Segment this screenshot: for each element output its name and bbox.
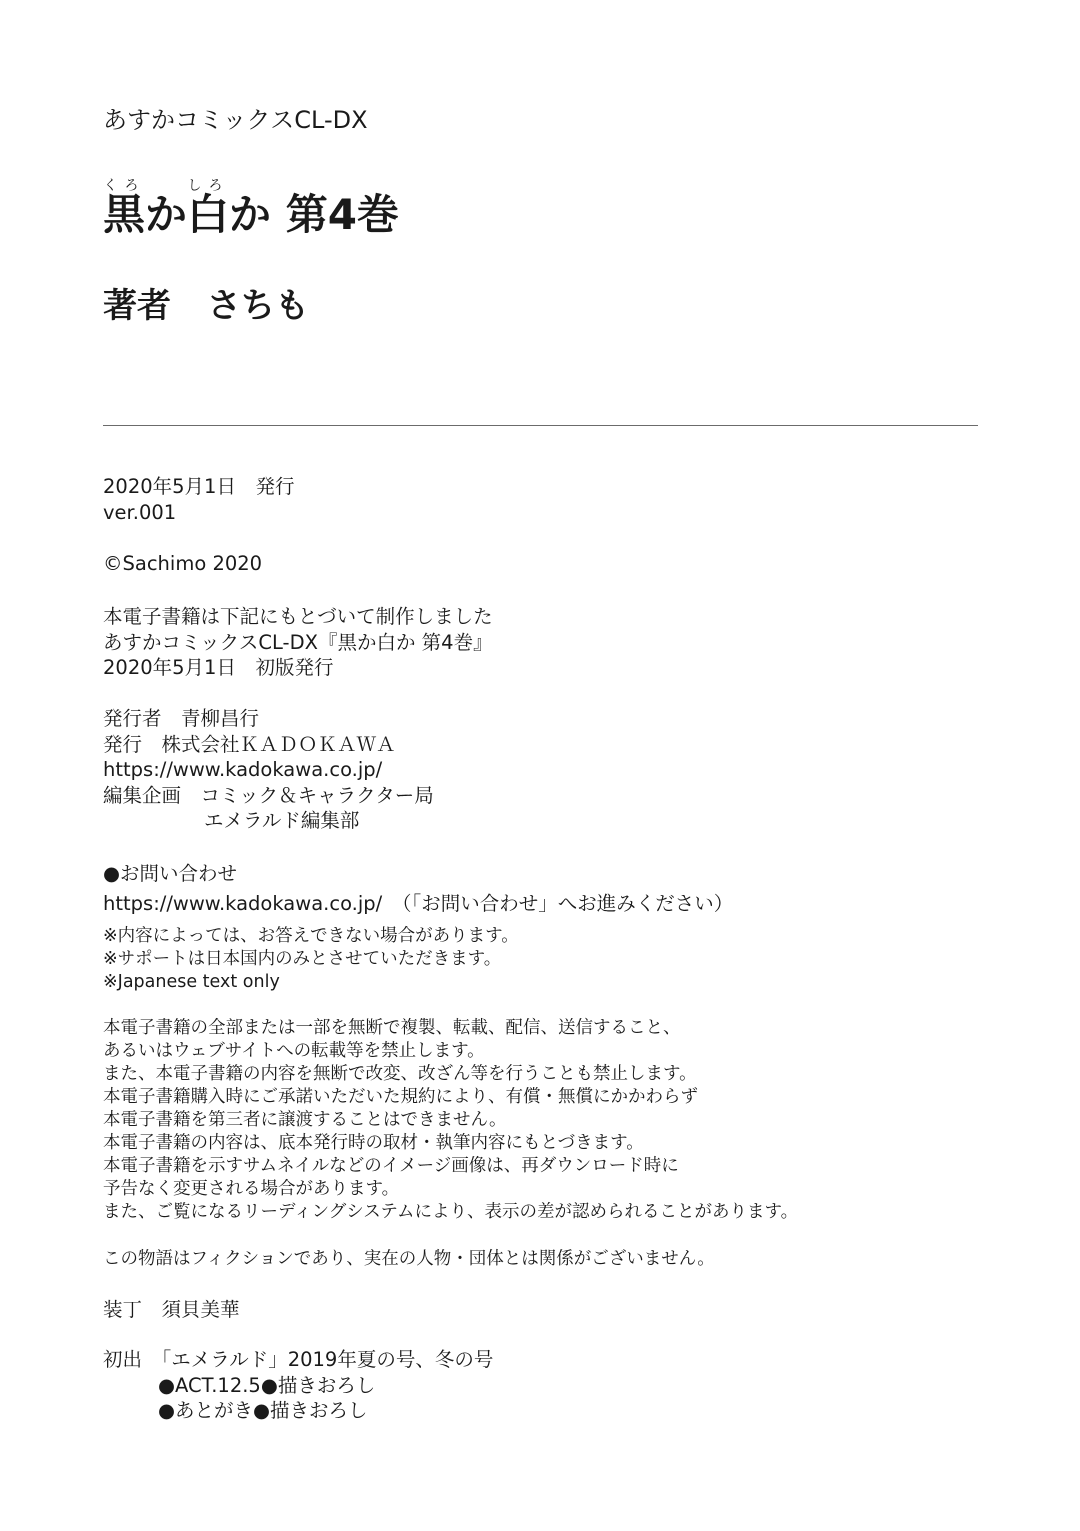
contact-note: ※サポートは日本国内のみとさせていただきます。 [103, 949, 502, 969]
legal-line: 予告なく変更される場合があります。 [103, 1179, 400, 1199]
legal-line: 本電子書籍の内容は、底本発行時の取材・執筆内容にもとづきます。 [103, 1133, 644, 1153]
copyright: ©Sachimo 2020 [103, 552, 263, 575]
legal-line: また、本電子書籍の内容を無断で改変、改ざん等を行うことも禁止します。 [103, 1064, 697, 1084]
title-kanji-shiro: 白しろ [187, 178, 230, 239]
publisher-name: 株式会社ＫＡＤＯＫＡＷＡ [161, 732, 396, 756]
issuer-name: 青柳昌行 [181, 707, 260, 730]
source-line-2: あすかコミックスCL-DX『黒か白か 第4巻』 [103, 630, 493, 654]
publisher-info [103, 706, 434, 834]
design-name: 須貝美華 [161, 1298, 240, 1321]
first-appearance [103, 1347, 493, 1424]
design-label: 装丁 [103, 1298, 143, 1321]
contact-note: ※内容によっては、お答えできない場合があります。 [103, 926, 519, 946]
publisher-row [103, 732, 434, 758]
issuer-label: 発行者 [103, 707, 162, 730]
design-credit [103, 1297, 240, 1323]
author-line [103, 278, 309, 327]
first-appearance-line-1: 「エメラルド」2019年夏の号、冬の号 [161, 1348, 494, 1371]
first-appearance-row [103, 1347, 493, 1373]
first-appearance-line-3: ●あとがき●描きおろし [158, 1399, 368, 1422]
contact-note: ※Japanese text only [103, 972, 280, 992]
title-ruby-kuro: くろ [103, 178, 146, 194]
editor-sub: エメラルド編集部 [204, 809, 360, 832]
editor-row [103, 783, 434, 809]
contact-info [103, 861, 733, 916]
author-name: さちも [207, 286, 309, 326]
contact-heading: ●お問い合わせ [103, 862, 238, 885]
contact-notes [103, 925, 519, 994]
publisher-url: https://www.kadokawa.co.jp/ [103, 758, 383, 781]
legal-line: 本電子書籍を第三者に譲渡することはできません。 [103, 1110, 507, 1130]
legal-line: 本電子書籍購入時にご承諾いただいた規約により、有償・無償にかかわらず [103, 1087, 698, 1107]
section-divider [103, 425, 978, 426]
version: ver.001 [103, 500, 177, 524]
publication-info [103, 474, 294, 525]
publication-date: 2020年5月1日 発行 [103, 475, 295, 498]
issuer-row [103, 706, 434, 732]
editor-label: 編集企画 [103, 783, 182, 807]
contact-url: https://www.kadokawa.co.jp/ （「お問い合わせ」へお進みください） [103, 891, 734, 915]
title-volume: 第4巻 [285, 190, 399, 239]
fiction-note: この物語はフィクションであり、実在の人物・団体とは関係がございません。 [103, 1249, 715, 1269]
publisher-label: 発行 [103, 732, 143, 756]
first-appearance-label: 初出 [103, 1348, 143, 1371]
source-line-3: 2020年5月1日 初版発行 [103, 656, 334, 679]
first-appearance-line-2: ●ACT.12.5●描きおろし [158, 1373, 376, 1397]
series-name: あすかコミックスCL-DX [103, 106, 368, 134]
title-kana-2: か [229, 190, 272, 239]
legal-line: また、ご覧になるリーディングシステムにより、表示の差が認められることがあります。 [103, 1202, 799, 1222]
source-info [103, 604, 493, 681]
legal-line: あるいはウェブサイトへの転載等を禁止します。 [103, 1041, 485, 1061]
author-label: 著者 [103, 286, 171, 326]
title-kanji-kuro: 黒くろ [103, 178, 146, 239]
editor-dept: コミック＆キャラクター局 [200, 783, 434, 807]
legal-line: 本電子書籍を示すサムネイルなどのイメージ画像は、再ダウンロード時に [103, 1156, 679, 1176]
book-title [103, 178, 399, 239]
title-ruby-shiro: しろ [187, 178, 230, 194]
source-line-1: 本電子書籍は下記にもとづいて制作しました [103, 605, 493, 628]
legal-line: 本電子書籍の全部または一部を無断で複製、転載、配信、送信すること、 [103, 1018, 681, 1038]
legal-notice [103, 1017, 798, 1224]
title-kana-1: か [145, 190, 188, 239]
